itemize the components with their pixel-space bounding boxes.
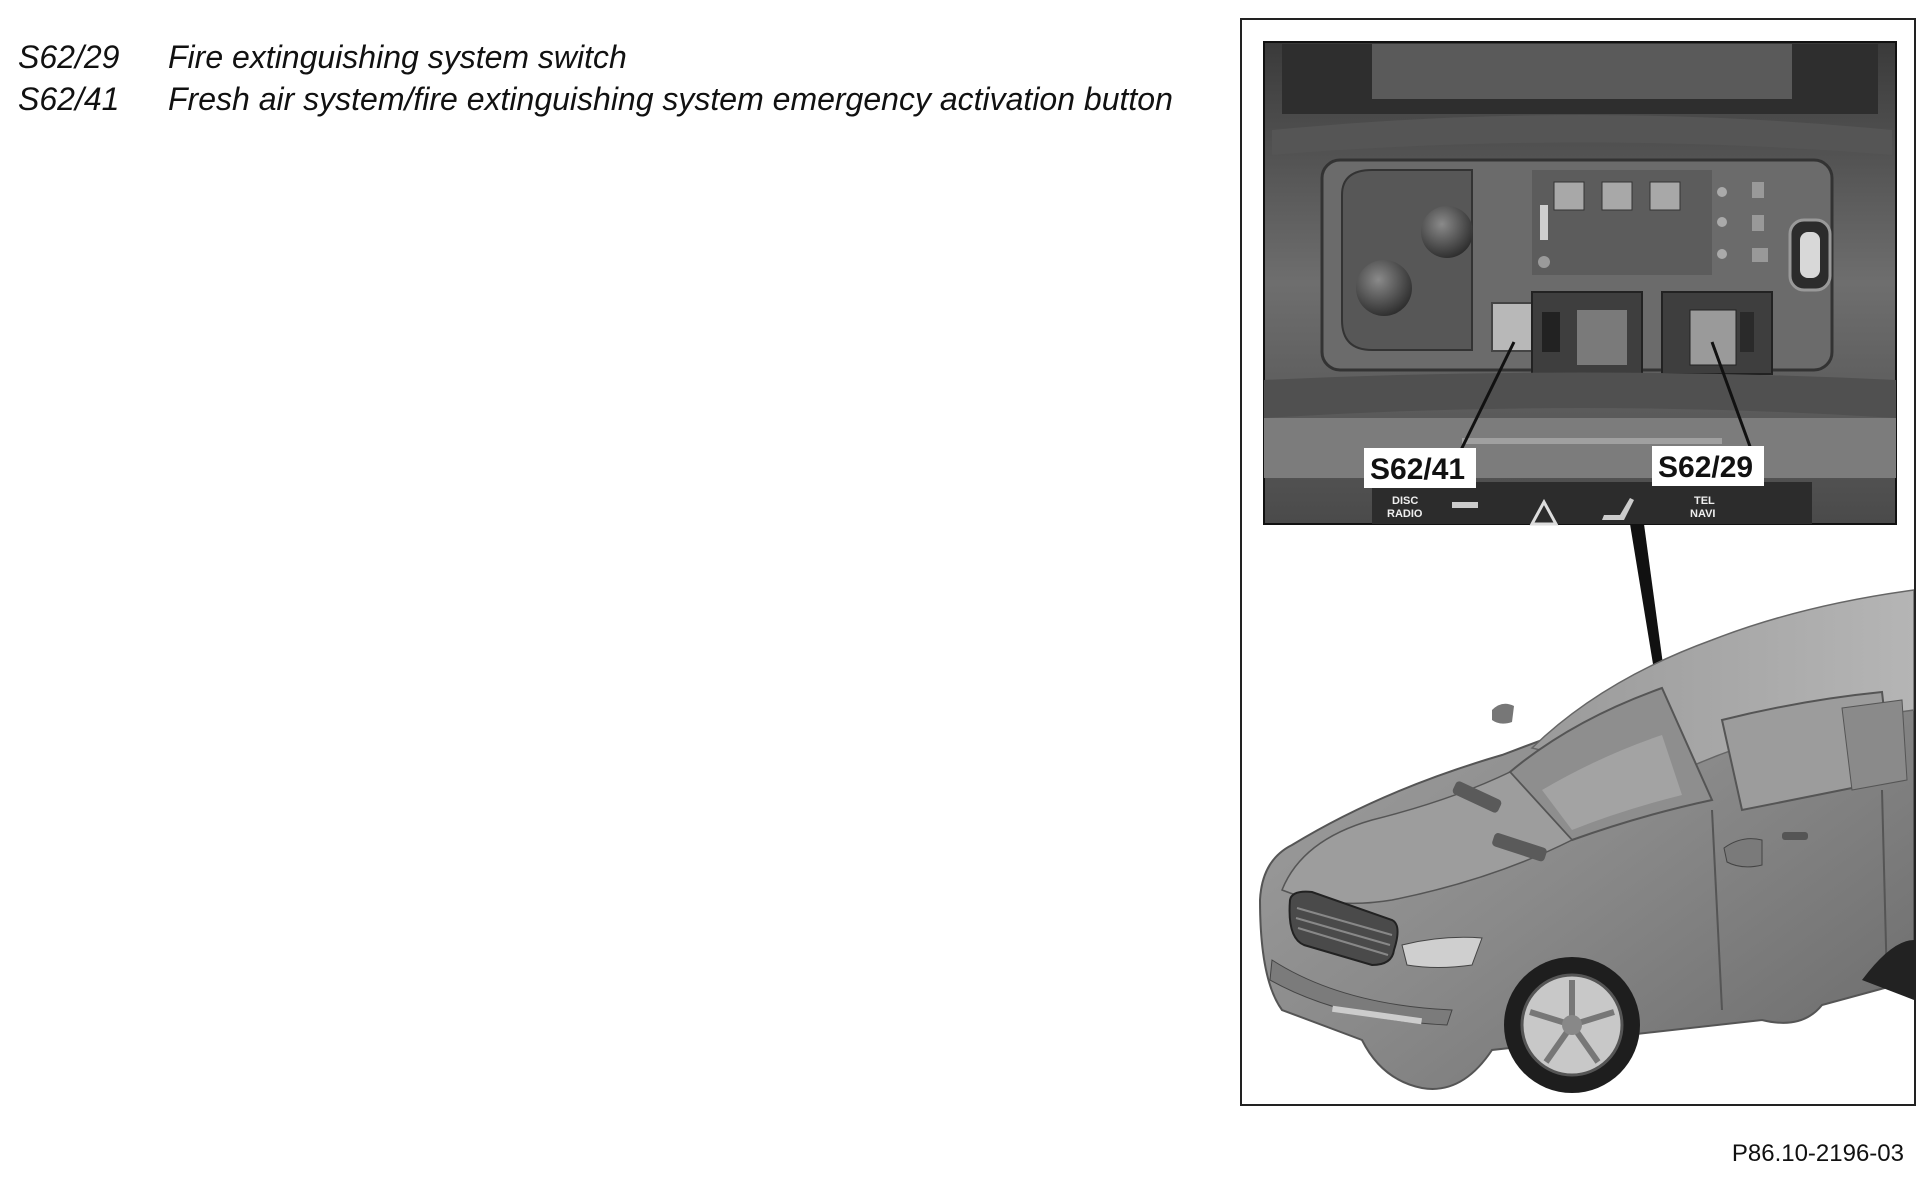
callout-s62-29: S62/29 xyxy=(1658,451,1754,484)
vehicle-illustration xyxy=(1242,20,1914,1104)
legend-description: Fire extinguishing system switch xyxy=(168,39,627,75)
legend-description: Fresh air system/fire extinguishing system emergency activation button xyxy=(168,81,1173,117)
document-reference: P86.10-2196-03 xyxy=(1731,1140,1904,1167)
back-icon xyxy=(1452,502,1478,508)
console-label: RADIO xyxy=(1387,508,1423,520)
knob-icon xyxy=(1421,206,1473,258)
legend-code: S62/41 xyxy=(18,81,120,117)
legend-row xyxy=(18,36,1173,78)
console-label: DISC xyxy=(1392,495,1419,507)
legend-code: S62/29 xyxy=(18,39,120,75)
legend xyxy=(18,36,1173,120)
fire-extinguishing-switch xyxy=(1690,310,1736,365)
legend-row xyxy=(18,78,1173,120)
console-label: NAVI xyxy=(1690,508,1716,520)
knob-icon xyxy=(1356,260,1412,316)
console-label: TEL xyxy=(1694,495,1715,507)
console-inset xyxy=(1264,42,1896,524)
car-illustration xyxy=(1260,590,1914,1093)
callout-s62-41: S62/41 xyxy=(1370,453,1466,486)
figure-frame xyxy=(1240,18,1916,1106)
